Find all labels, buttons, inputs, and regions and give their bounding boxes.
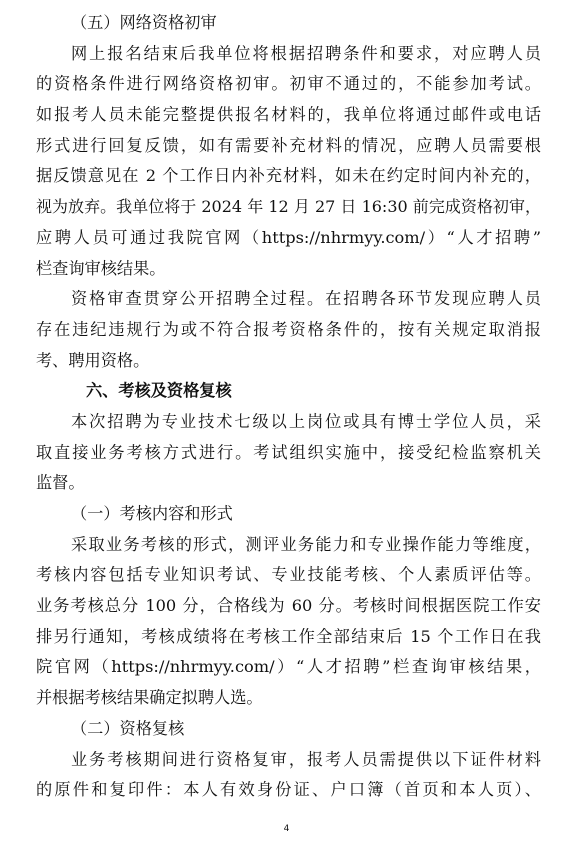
text-line: 视为放弃。我单位将于 2024 年 12 月 27 日 16:30 前完成资格初审，: [36, 197, 541, 217]
text-line: 考核内容包括专业知识考试、专业技能考核、个人素质评估等。: [36, 565, 541, 585]
text-line: 并根据考核结果确定拟聘人选。: [36, 688, 263, 708]
paragraph-qualification-recheck: [36, 745, 541, 806]
text-line: 业务考核期间进行资格复审，报考人员需提供以下证件材料: [71, 749, 541, 769]
section-heading-assessment: 六、考核及资格复核: [86, 381, 232, 401]
text-line: 考、聘用资格。: [36, 350, 150, 370]
text-line: 监督。: [36, 473, 85, 493]
text-line: 据反馈意见在 2 个工作日内补充材料，如未在约定时间内补充的，: [36, 166, 541, 186]
text-line: 的原件和复印件：本人有效身份证、户口簿（首页和本人页）、: [36, 780, 541, 800]
text-line: 采取业务考核的形式，测评业务能力和专业操作能力等维度，: [71, 534, 541, 554]
text-line: 资格审查贯穿公开招聘全过程。在招聘各环节发现应聘人员: [71, 289, 541, 309]
text-line: 如报考人员未能完整提供报名材料的，我单位将通过邮件或电话: [36, 105, 541, 125]
text-line: 应聘人员可通过我院官网（https://nhrmyy.com/）“人才招聘”: [36, 227, 541, 247]
text-line: 的资格条件进行网络资格初审。初审不通过的，不能参加考试。: [36, 74, 541, 94]
text-line: 本次招聘为专业技术七级以上岗位或具有博士学位人员，采: [71, 411, 541, 431]
subsection-heading-assessment-content: （一）考核内容和形式: [71, 504, 233, 523]
page-number: 4: [283, 824, 290, 834]
text-line: 存在违纪违规行为或不符合报考资格条件的，按有关规定取消报: [36, 319, 541, 339]
subsection-heading-network-review: （五）网络资格初审: [71, 13, 217, 32]
paragraph-assessment-intro: [36, 407, 541, 499]
text-line: 排另行通知，考核成绩将在考核工作全部结束后 15 个工作日在我: [36, 626, 541, 646]
text-line: 网上报名结束后我单位将根据招聘条件和要求，对应聘人员: [71, 43, 541, 63]
text-line: 栏查询审核结果。: [36, 258, 166, 278]
text-line: 院官网（https://nhrmyy.com/）“人才招聘”栏查询审核结果，: [36, 657, 541, 677]
document-page: [36, 8, 541, 806]
text-line: 取直接业务考核方式进行。考试组织实施中，接受纪检监察机关: [36, 442, 541, 462]
paragraph-review-throughout: [36, 284, 541, 376]
paragraph-assessment-content: [36, 530, 541, 714]
subsection-heading-qualification-recheck: （二）资格复核: [71, 718, 185, 738]
text-line: 业务考核总分 100 分，合格线为 60 分。考核时间根据医院工作安: [36, 596, 541, 616]
paragraph-network-review: [36, 39, 541, 285]
text-line: 形式进行回复反馈，如有需要补充材料的情况，应聘人员需要根: [36, 135, 541, 155]
